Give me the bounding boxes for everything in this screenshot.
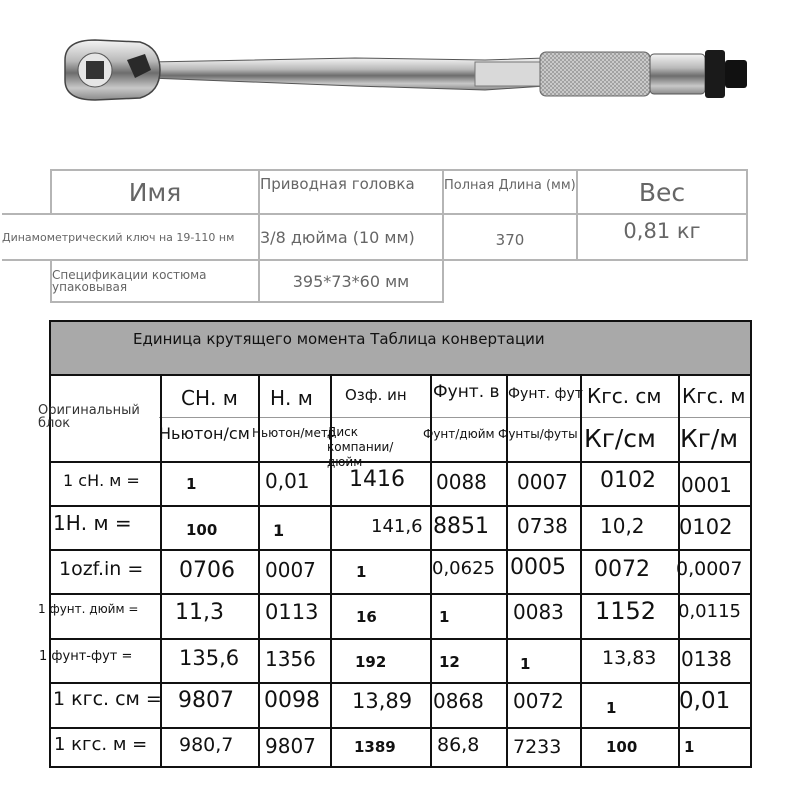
conversion-title: Единица крутящего момента Таблица конвертации <box>133 330 545 348</box>
conversion-title-band <box>51 322 750 374</box>
table-cell: 0072 <box>513 689 564 713</box>
table-cell: 1 <box>439 608 450 626</box>
row-label: 1 фунт. дюйм = <box>38 602 139 616</box>
table-cell: 0,0115 <box>678 601 741 622</box>
grid-line <box>159 417 750 418</box>
table-cell: 0007 <box>517 470 568 494</box>
table-cell: 0138 <box>681 647 732 671</box>
torque-conversion-table <box>38 320 752 768</box>
table-cell: 10,2 <box>600 514 645 538</box>
table-cell: 0072 <box>594 557 650 582</box>
unit-header-top: Кгс. см <box>587 384 662 408</box>
table-cell: 1416 <box>349 467 405 492</box>
table-cell: 1 <box>684 738 695 756</box>
table-cell: 0102 <box>679 515 733 539</box>
table-cell: 1 <box>186 475 197 493</box>
spec-weight-value: 0,81 кг <box>576 213 748 261</box>
spec-header-weight: Вес <box>576 169 748 215</box>
table-cell: 0,01 <box>265 469 310 493</box>
table-cell: 86,8 <box>437 734 480 756</box>
table-cell: 1 <box>356 563 367 581</box>
table-cell: 0,0625 <box>432 558 495 579</box>
table-cell: 12 <box>439 653 460 671</box>
unit-header-bottom: Фунт/дюйм <box>423 427 495 441</box>
row-label: 1 фунт-фут = <box>39 649 133 664</box>
table-cell: 0738 <box>517 514 568 538</box>
table-cell: 0098 <box>264 688 320 713</box>
unit-header-bottom: Кг/см <box>584 424 656 453</box>
product-spec-table <box>2 169 748 303</box>
grid-line <box>51 505 750 507</box>
table-cell: 0868 <box>433 689 484 713</box>
table-cell: 1 <box>273 521 285 540</box>
table-cell: 0,0007 <box>676 558 743 580</box>
table-cell: 0005 <box>510 555 566 580</box>
table-cell: 192 <box>355 653 387 671</box>
table-cell: 0007 <box>265 558 316 582</box>
grid-line <box>51 727 750 729</box>
original-unit-label: Оригинальный блок <box>38 403 140 431</box>
table-cell: 0706 <box>179 558 235 583</box>
unit-header-top: Фунт. в <box>433 382 500 402</box>
table-cell: 0001 <box>681 473 732 497</box>
unit-header-bottom: Кг/м <box>680 424 739 453</box>
spec-product-name: Динамометрический ключ на 19-110 нм <box>2 213 260 261</box>
table-cell: 16 <box>356 608 377 626</box>
row-label: 1 кгс. м = <box>54 734 148 755</box>
grid-line <box>51 682 750 684</box>
torque-wrench-image <box>55 30 755 110</box>
table-cell: 7233 <box>513 736 562 758</box>
table-cell: 9807 <box>265 734 316 758</box>
table-cell: 135,6 <box>179 646 240 670</box>
unit-header-bottom: Ньютон/см <box>159 424 250 443</box>
grid-line <box>51 549 750 551</box>
spec-header-name: Имя <box>50 169 260 215</box>
table-cell: 0,01 <box>679 688 731 714</box>
table-cell: 1389 <box>354 738 396 756</box>
spec-drive-value: 3/8 дюйма (10 мм) <box>258 213 444 261</box>
grid-line <box>51 374 750 376</box>
unit-header-top: Озф. ин <box>345 386 407 404</box>
unit-header-top: Фунт. фут <box>508 386 583 402</box>
spec-pack-label: Спецификации костюма упаковывая <box>50 259 260 303</box>
table-cell: 1 <box>520 655 531 673</box>
table-cell: 13,83 <box>602 647 657 669</box>
spec-pack-size: 395*73*60 мм <box>258 259 444 303</box>
row-label: 1ozf.in = <box>59 558 144 580</box>
grid-line <box>580 374 582 766</box>
row-label: 1Н. м = <box>53 511 132 535</box>
table-cell: 0102 <box>600 468 656 493</box>
table-cell: 1152 <box>595 597 657 625</box>
table-cell: 980,7 <box>179 734 234 756</box>
spec-header-drive: Приводная головка <box>258 169 444 215</box>
table-cell: 0083 <box>513 600 564 624</box>
grid-line <box>51 638 750 640</box>
spec-length-value: 370 <box>442 213 578 261</box>
table-cell: 11,3 <box>175 600 224 625</box>
table-cell: 8851 <box>433 514 489 539</box>
table-cell: 141,6 <box>371 516 423 537</box>
grid-line <box>51 593 750 595</box>
unit-header-top: СН. м <box>181 386 238 410</box>
table-cell: 9807 <box>178 688 234 713</box>
unit-header-bottom: Ньютон/метр <box>252 426 336 440</box>
table-cell: 0113 <box>265 600 319 624</box>
table-cell: 1356 <box>265 647 316 671</box>
table-cell: 100 <box>606 738 638 756</box>
table-cell: 0088 <box>436 470 487 494</box>
table-cell: 100 <box>186 521 218 539</box>
unit-header-top: Н. м <box>270 386 313 410</box>
table-cell: 13,89 <box>352 689 413 713</box>
row-label: 1 кгс. см = <box>53 688 162 710</box>
unit-header-bottom: Диск компании/дюйм <box>327 425 394 469</box>
table-cell: 1 <box>606 699 617 717</box>
unit-header-top: Кгс. м <box>682 384 746 408</box>
unit-header-bottom: Фунты/футы <box>498 427 578 441</box>
row-label: 1 сН. м = <box>63 471 140 490</box>
spec-header-length: Полная Длина (мм) <box>442 169 578 215</box>
